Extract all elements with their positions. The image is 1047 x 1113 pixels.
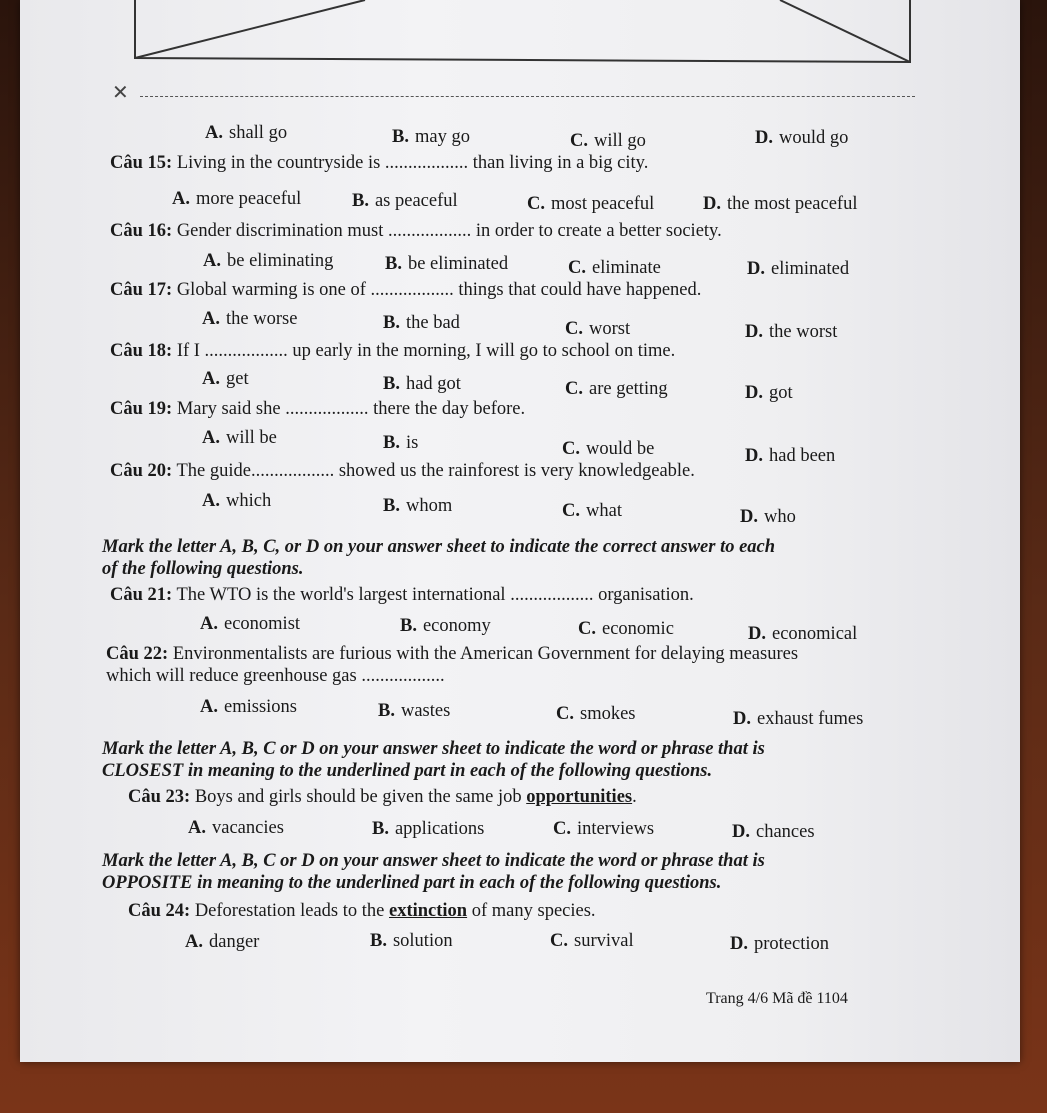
question-17: Câu 17: Global warming is one of .................. things that could have happened. bbox=[110, 280, 702, 300]
question-15: Câu 15: Living in the countryside is .................. than living in a big city. bbox=[110, 153, 649, 173]
q20-option-d: D. who bbox=[740, 507, 796, 527]
q21-option-b: B. economy bbox=[400, 616, 491, 636]
question-19: Câu 19: Mary said she .................. there the day before. bbox=[110, 399, 526, 419]
page-footer: Trang 4/6 Mã đề 1104 bbox=[706, 990, 848, 1007]
q17-option-c: C. worst bbox=[565, 319, 631, 339]
q24-option-c: C. survival bbox=[550, 931, 634, 951]
instruction-opposite-meaning: Mark the letter A, B, C or D on your answer sheet to indicate the word or phrase that is OPPOSITE in meaning to the underlined part in each of the following questions. bbox=[102, 851, 765, 893]
q24-option-d: D. protection bbox=[730, 934, 830, 954]
q21-option-d: D. economical bbox=[748, 624, 858, 644]
q17-option-a: A. the worse bbox=[202, 309, 298, 329]
q16-option-b: B. be eliminated bbox=[385, 254, 509, 274]
q23-option-b: B. applications bbox=[372, 819, 485, 839]
q19-option-a: A. will be bbox=[202, 428, 277, 448]
q24-option-b: B. solution bbox=[370, 931, 453, 951]
q18-option-a: A. get bbox=[202, 369, 249, 389]
question-18: Câu 18: If I .................. up early in the morning, I will go to school on time. bbox=[110, 341, 676, 361]
question-23: Câu 23: Boys and girls should be given the same job opportunities. bbox=[128, 787, 637, 807]
q20-option-c: C. what bbox=[562, 501, 622, 521]
q23-option-a: A. vacancies bbox=[188, 818, 284, 838]
question-22: Câu 22: Environmentalists are furious with the American Government for delaying measures which will reduce greenhouse gas .................. bbox=[106, 644, 799, 686]
option-prev-d: D. would go bbox=[755, 128, 849, 148]
q15-option-a: A. more peaceful bbox=[172, 189, 302, 209]
q15-option-b: B. as peaceful bbox=[352, 191, 458, 211]
q18-option-d: D. got bbox=[745, 383, 793, 403]
top-diagram-figure bbox=[130, 0, 920, 80]
q19-option-b: B. is bbox=[383, 433, 419, 453]
q21-option-a: A. economist bbox=[200, 614, 301, 634]
q22-option-b: B. wastes bbox=[378, 701, 451, 721]
q20-option-b: B. whom bbox=[383, 496, 453, 516]
q16-option-a: A. be eliminating bbox=[203, 251, 334, 271]
question-24: Câu 24: Deforestation leads to the extinction of many species. bbox=[128, 901, 596, 921]
q17-option-d: D. the worst bbox=[745, 322, 838, 342]
question-21: Câu 21: The WTO is the world's largest international .................. organisation. bbox=[110, 585, 694, 605]
q15-option-d: D. the most peaceful bbox=[703, 194, 858, 214]
q22-option-c: C. smokes bbox=[556, 704, 636, 724]
q19-option-d: D. had been bbox=[745, 446, 836, 466]
option-prev-b: B. may go bbox=[392, 127, 470, 147]
question-20: Câu 20: The guide.................. showed us the rainforest is very knowledgeable. bbox=[110, 461, 695, 481]
q17-option-b: B. the bad bbox=[383, 313, 460, 333]
scissors-icon: ✕ bbox=[112, 82, 129, 104]
q22-option-d: D. exhaust fumes bbox=[733, 709, 864, 729]
q19-option-c: C. would be bbox=[562, 439, 655, 459]
q16-option-d: D. eliminated bbox=[747, 259, 850, 279]
q18-option-b: B. had got bbox=[383, 374, 461, 394]
q23-option-c: C. interviews bbox=[553, 819, 655, 839]
instruction-closest-meaning: Mark the letter A, B, C or D on your answer sheet to indicate the word or phrase that is CLOSEST in meaning to the underlined part in each of the following questions. bbox=[102, 739, 765, 781]
underlined-word: extinction bbox=[389, 901, 468, 921]
q22-option-a: A. emissions bbox=[200, 697, 297, 717]
underlined-word: opportunities bbox=[526, 787, 633, 807]
q16-option-c: C. eliminate bbox=[568, 258, 661, 278]
q15-option-c: C. most peaceful bbox=[527, 194, 655, 214]
question-16: Câu 16: Gender discrimination must .................. in order to create a better society. bbox=[110, 221, 722, 241]
option-prev-c: C. will go bbox=[570, 131, 646, 151]
instruction-correct-answer: Mark the letter A, B, C, or D on your answer sheet to indicate the correct answer to each of the following questions. bbox=[102, 537, 776, 579]
option-prev-a: A. shall go bbox=[205, 123, 288, 143]
q20-option-a: A. which bbox=[202, 491, 272, 511]
q24-option-a: A. danger bbox=[185, 932, 260, 952]
q23-option-d: D. chances bbox=[732, 822, 815, 842]
q21-option-c: C. economic bbox=[578, 619, 674, 639]
q18-option-c: C. are getting bbox=[565, 379, 668, 399]
cut-line bbox=[140, 96, 915, 97]
